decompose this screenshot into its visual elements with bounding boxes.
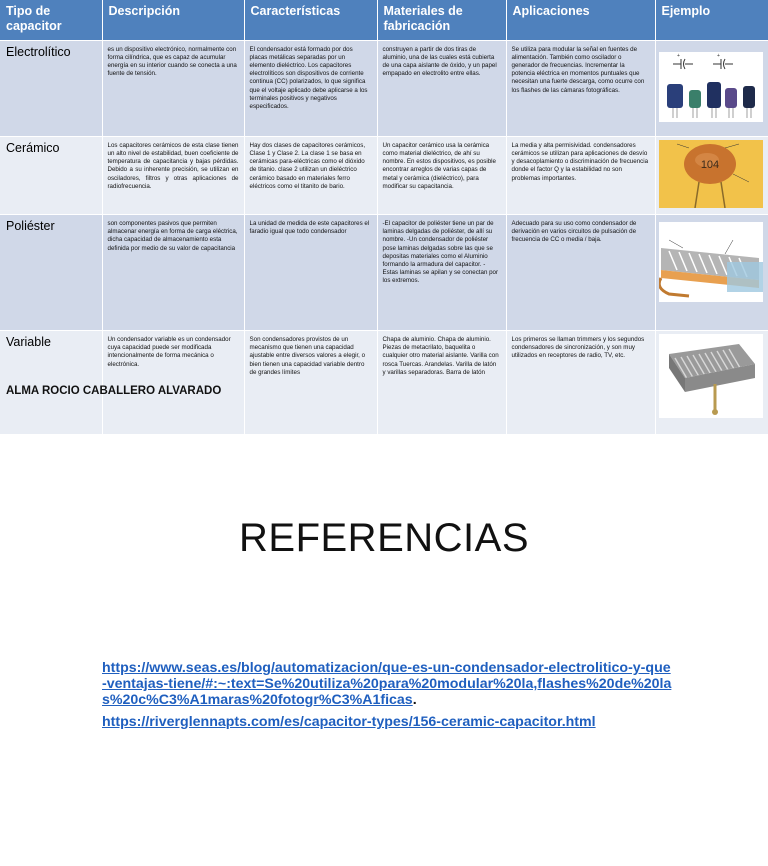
reference-link-seas[interactable]: https://www.seas.es/blog/automatizacion/que-es-un-condensador-electrolitico-y-que-ventajas-tiene/#:~:text=Se%20utiliza%20para%20modular%20la,flashes%20de%20las%20c%C3%A1maras%20fotogr%C3%A1ficas <box>102 660 672 708</box>
ejemplo-cell <box>655 136 768 214</box>
electrolytic-capacitor-image <box>659 44 763 130</box>
table-header-row <box>0 0 768 40</box>
references-slide <box>0 434 768 866</box>
caracteristicas-cell: La unidad de medida de este capacitores el faradio igual que todo condensador <box>244 214 377 330</box>
header-aplicaciones: Aplicaciones <box>506 0 655 40</box>
reference-suffix: . <box>412 692 417 708</box>
descripcion-cell: es un dispositivo electrónico, normalmente con forma cilíndrica, que es capaz de acumular energía en su interior cuando se conecta a una fuente de tensión. <box>102 40 244 136</box>
materiales-cell: Un capacitor cerámico usa la cerámica como material dieléctrico, de ahí su nombre. En estos dispositivos, es posible encontrar arreglos de varias capas de metal y cerámica (dieléctrico), para modificar su capacitancia. <box>377 136 506 214</box>
polyester-capacitor-image <box>659 218 763 304</box>
descripcion-cell: Los capacitores cerámicos de esta clase tienen un alto nivel de estabilidad, buen coeficiente de temperatura de capacitancia y bajas pérdidas. Debido a su inherente precisión, se utilizan en osciladores, filtros y otras aplicaciones de radiofrecuencia. <box>102 136 244 214</box>
author-name: ALMA ROCIO CABALLERO ALVARADO <box>6 385 222 397</box>
ejemplo-cell <box>655 214 768 330</box>
aplicaciones-cell: La media y alta permisividad. condensadores cerámicos se utilizan para aplicaciones de desvío y desacoplamiento o discriminación de frecuencia donde el factor Q y la estabilidad no son problemas importantes. <box>506 136 655 214</box>
table-row <box>0 330 768 436</box>
list-item <box>102 714 672 730</box>
ceramic-capacitor-image <box>659 140 763 208</box>
header-materiales: Materiales de fabricación <box>377 0 506 40</box>
type-cell: Variable <box>0 330 102 436</box>
reference-link-riverglenn[interactable]: https://riverglennapts.com/es/capacitor-types/156-ceramic-capacitor.html <box>102 714 596 730</box>
ejemplo-cell <box>655 40 768 136</box>
aplicaciones-cell: Los primeros se llaman trimmers y los segundos condensadores de sincronización, y son muy utilizados en receptores de radio, TV, etc. <box>506 330 655 436</box>
caracteristicas-cell: El condensador está formado por dos placas metálicas separadas por un elemento dieléctrico. Los capacitores electrolíticos son dispositivos de corriente continua (CC) polarizados, lo que significa que el voltaje aplicado debe aplicarse a los terminales positivos y negativos especificados. <box>244 40 377 136</box>
header-tipo: Tipo de capacitor <box>0 0 102 40</box>
references-list <box>102 660 672 736</box>
capacitor-table-slide <box>0 0 768 432</box>
materiales-cell: Chapa de aluminio. Chapa de aluminio. Piezas de metacrilato, baquelita o cualquier otro material aislante. Varilla con rosca Tuercas. Arandelas. Varilla de latón y varillas separadoras. Barra de latón <box>377 330 506 436</box>
descripcion-cell: son componentes pasivos que permiten almacenar energía en forma de carga eléctrica, dicha capacidad de almacenamiento esta definida por medio de su valor de capacitancia <box>102 214 244 330</box>
type-cell: Electrolítico <box>0 40 102 136</box>
caracteristicas-cell: Hay dos clases de capacitores cerámicos, Clase 1 y Clase 2. La clase 1 se basa en cerámicas para-eléctricas como el dióxido de titanio. clase 2 utilizan un dieléctrico cerámico basado en materiales ferro eléctricos como el titanito de bario. <box>244 136 377 214</box>
variable-capacitor-image <box>659 334 763 418</box>
descripcion-cell: Un condensador variable es un condensador cuya capacidad puede ser modificada intencionalmente de forma mecánica o electrónica. <box>102 330 244 436</box>
svg-text:+: + <box>676 52 680 59</box>
header-descripcion: Descripción <box>102 0 244 40</box>
header-caracteristicas: Características <box>244 0 377 40</box>
list-item <box>102 660 672 708</box>
aplicaciones-cell: Adecuado para su uso como condensador de derivación en varios circuitos de pulsación de frecuencia de CC o media / baja. <box>506 214 655 330</box>
ceramic-code-label: 104 <box>700 158 719 171</box>
type-cell: Cerámico <box>0 136 102 214</box>
table-row <box>0 136 768 214</box>
table-row <box>0 214 768 330</box>
type-cell: Poliéster <box>0 214 102 330</box>
table-row <box>0 40 768 136</box>
svg-text:+: + <box>716 52 720 59</box>
ejemplo-cell <box>655 330 768 436</box>
header-ejemplo: Ejemplo <box>655 0 768 40</box>
references-title: REFERENCIAS <box>239 516 529 560</box>
aplicaciones-cell: Se utiliza para modular la señal en fuentes de alimentación. También como oscilador o generador de frecuencias. Incrementar la potencia eléctrica en momentos puntuales que necesitan una fuerte descarga, como ocurre con los flashes de las cámaras fotográficas. <box>506 40 655 136</box>
materiales-cell: -El capacitor de poliéster tiene un par de laminas delgadas de poliéster, de allí su nombre. -Un condensador de poliéster pose laminas delgadas sobre las que se depositas materiales como el Aluminio formando la armadura del capacitor. -Estas laminas se apilan y se conectan por los extremos. <box>377 214 506 330</box>
caracteristicas-cell: Son condensadores provistos de un mecanismo que tienen una capacidad ajustable entre diversos valores a elegir, o bien tienen una capacidad variable dentro de grandes límites <box>244 330 377 436</box>
materiales-cell: construyen a partir de dos tiras de aluminio, una de las cuales está cubierta de una capa aislante de óxido, y un papel empapado en electrolito entre ellas. <box>377 40 506 136</box>
